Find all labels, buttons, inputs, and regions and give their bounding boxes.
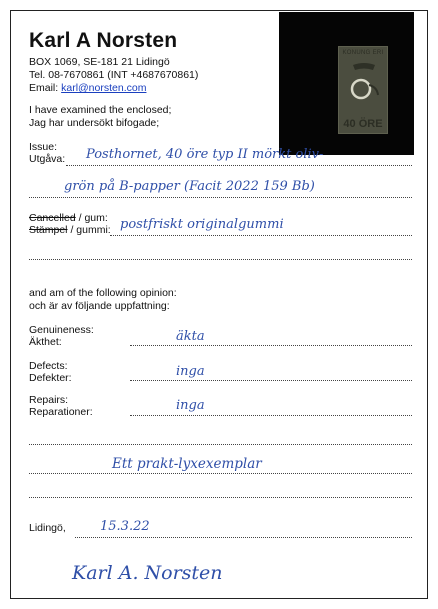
place-label: Lidingö,	[29, 522, 66, 534]
issue-dotted-line-2	[29, 197, 412, 198]
gum-label-en	[29, 212, 108, 224]
gum-label-en-rest: / gum:	[75, 212, 108, 224]
intro-line-en: I have examined the enclosed;	[29, 104, 172, 116]
repairs-label-sv: Reparationer:	[29, 406, 93, 418]
genuineness-value: äkta	[176, 329, 205, 344]
gum-label-sv-struck: Stämpel	[29, 224, 68, 236]
defects-label-sv: Defekter:	[29, 372, 72, 384]
genuineness-label-en: Genuineness:	[29, 324, 94, 336]
email-line	[29, 82, 146, 94]
gum-value: postfriskt originalgummi	[120, 217, 284, 232]
phone-line: Tel. 08-7670861 (INT +4687670861)	[29, 69, 199, 81]
remark-dotted-line-2	[29, 497, 412, 498]
issue-label-en: Issue:	[29, 141, 58, 153]
email-link[interactable]: karl@norsten.com	[61, 82, 147, 94]
remark-value: Ett prakt-lyxexemplar	[112, 456, 262, 472]
defects-label-en: Defects:	[29, 360, 68, 372]
signature: Karl A. Norsten	[72, 562, 223, 584]
defects-value: inga	[176, 364, 205, 379]
genuineness-dotted-line	[130, 345, 412, 346]
email-label: Email:	[29, 82, 59, 94]
remark-dotted-line-top	[29, 444, 412, 445]
gum-label-en-struck: Cancelled	[29, 212, 76, 224]
stamp-value-text: 40 ÖRE	[343, 118, 383, 130]
address-line: BOX 1069, SE-181 21 Lidingö	[29, 56, 170, 68]
stamp-top-text: KONUNG ERI	[342, 50, 384, 56]
gum-label-sv	[29, 224, 111, 236]
page-title: Karl A Norsten	[29, 29, 178, 52]
issue-label-sv: Utgåva:	[29, 153, 66, 165]
repairs-value: inga	[176, 398, 205, 413]
gum-dotted-line	[110, 235, 412, 236]
genuineness-label-sv: Äkthet:	[29, 336, 62, 348]
intro-line-sv: Jag har undersökt bifogade;	[29, 117, 160, 129]
posthorn-icon	[347, 61, 381, 113]
opinion-line-en: and am of the following opinion:	[29, 287, 177, 299]
gum-dotted-line-2	[29, 259, 412, 260]
issue-value-line1: Posthornet, 40 öre typ II mörkt oliv-	[86, 147, 324, 162]
opinion-line-sv: och är av följande uppfattning:	[29, 300, 170, 312]
issue-value-line2: grön på B-papper (Facit 2022 159 Bb)	[64, 179, 315, 194]
repairs-dotted-line	[130, 415, 412, 416]
date-dotted-line	[75, 537, 412, 538]
stamp-image	[338, 46, 388, 134]
date-value: 15.3.22	[100, 519, 150, 534]
remark-dotted-line	[29, 473, 412, 474]
gum-label-sv-rest: / gummi:	[67, 224, 111, 236]
issue-dotted-line	[66, 165, 412, 166]
repairs-label-en: Repairs:	[29, 394, 69, 406]
defects-dotted-line	[130, 380, 412, 381]
